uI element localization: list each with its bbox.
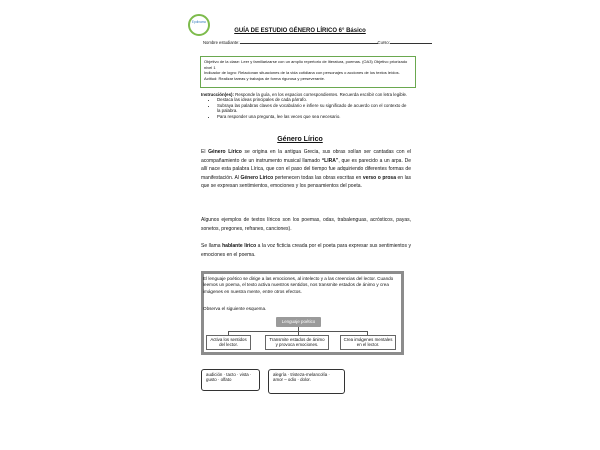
text-run: se origina en la antigua Grecia, sus obras solían ser cantadas con el acompañamiento de un instrumento musical llamado [201, 149, 411, 164]
paragraph-hablante [201, 242, 411, 259]
diagram-child-senses: Activa los sentidos del lector. [206, 335, 251, 350]
text-run: Se llama [201, 243, 223, 249]
paragraph-examples: Algunos ejemplos de textos líricos son los poemas, odas, trabalenguas, acrósticos, payas, sonetos, pregones, refranes, canciones). [201, 217, 411, 232]
text-run-bold: Género Lírico [208, 149, 242, 155]
text-run: pertenecen todas las obras escritas en [273, 174, 363, 181]
instructions-list [201, 97, 411, 119]
diagram-child-images: Crea imágenes mentales en el lector. [340, 335, 396, 350]
diagram-hub: Lenguaje poético [276, 317, 321, 327]
emotions-examples-box: alegría · tristeza-melancolía · amor – odio · dolor. [268, 369, 345, 394]
text-run-bold: “LIRA” [321, 157, 339, 164]
diagram-intro: El lenguaje poético se dirige a las emociones, al intelecto y a las creencias del lector. Cuando leemos un poema, el texto activa nuestros sentidos, nos transmite estados de ánimo y crea imágenes en nuestra mente, entre otros efectos. [203, 276, 394, 294]
diagram-observe: Observa el siguiente esquema. [203, 306, 267, 311]
student-name-field[interactable] [240, 43, 378, 44]
attitude-line: Actitud: Realizar tareas y trabajos de forma rigurosa y perseverante. [204, 75, 325, 81]
instructions [201, 92, 411, 119]
logo-text: Epdinamo [191, 20, 207, 24]
course-field[interactable] [390, 43, 432, 44]
instructions-text: Responde la guía, en los espacios correspondientes. Recuerda escribir con letra legible. [233, 92, 408, 97]
senses-examples-box: audición · tacto · vista · gusto · olfato [201, 369, 260, 391]
section-heading: Género Lírico [277, 136, 323, 143]
objective-line: Objetivo de la clase: Leer y familiarizarse con un amplio repertorio de literatura, poemas. (OA3) Objetivo priorizado [204, 59, 408, 64]
text-run-bold: verso o prosa [362, 174, 396, 181]
instruction-item: • Subraya las palabras claves de vocabulario e infiere su significado de acuerdo con el contexto de la palabra. [217, 103, 411, 114]
text-run-bold: Género Lírico [240, 174, 274, 181]
objectives-box [200, 56, 416, 88]
text-run: El [201, 149, 209, 155]
paragraph-origin [201, 148, 411, 191]
instructions-label: Instrucción(es): [201, 92, 234, 97]
text-run-bold: hablante lírico [222, 243, 257, 249]
text-run: a la voz ficticia creada por el poeta para expresar sus sentimientos y emociones en el poema. [201, 243, 411, 258]
student-name-line [203, 40, 432, 45]
student-label: Nombre estudiante: [203, 40, 240, 45]
diagram-child-emotions: Transmite estados de ánimo y provoca emociones. [265, 335, 329, 350]
indicator-line: Indicador de logro: Relacionan situaciones de la vida cotidiana con personajes o acciones de los textos leídos. [204, 70, 400, 76]
objective-line: nivel 1 [204, 64, 216, 70]
text-run: en las que se expresan sentimientos, emociones y los pensamientos del poeta. [201, 174, 412, 189]
course-label: Curso: [377, 40, 390, 45]
instruction-item: • Para responder una pregunta, lee las veces que sea necesario. [217, 114, 411, 119]
instruction-item: • Destaca las ideas principales de cada párrafo. [217, 97, 411, 102]
text-run: , que es parecido a un arpa. De allí nace esta palabra Lírica, que con el paso del tiempo fue adquiriendo diferentes formas de manifestación. Al [201, 157, 411, 181]
page-title: GUÍA DE ESTUDIO GÉNERO LÍRICO 6° Básico [234, 28, 366, 34]
